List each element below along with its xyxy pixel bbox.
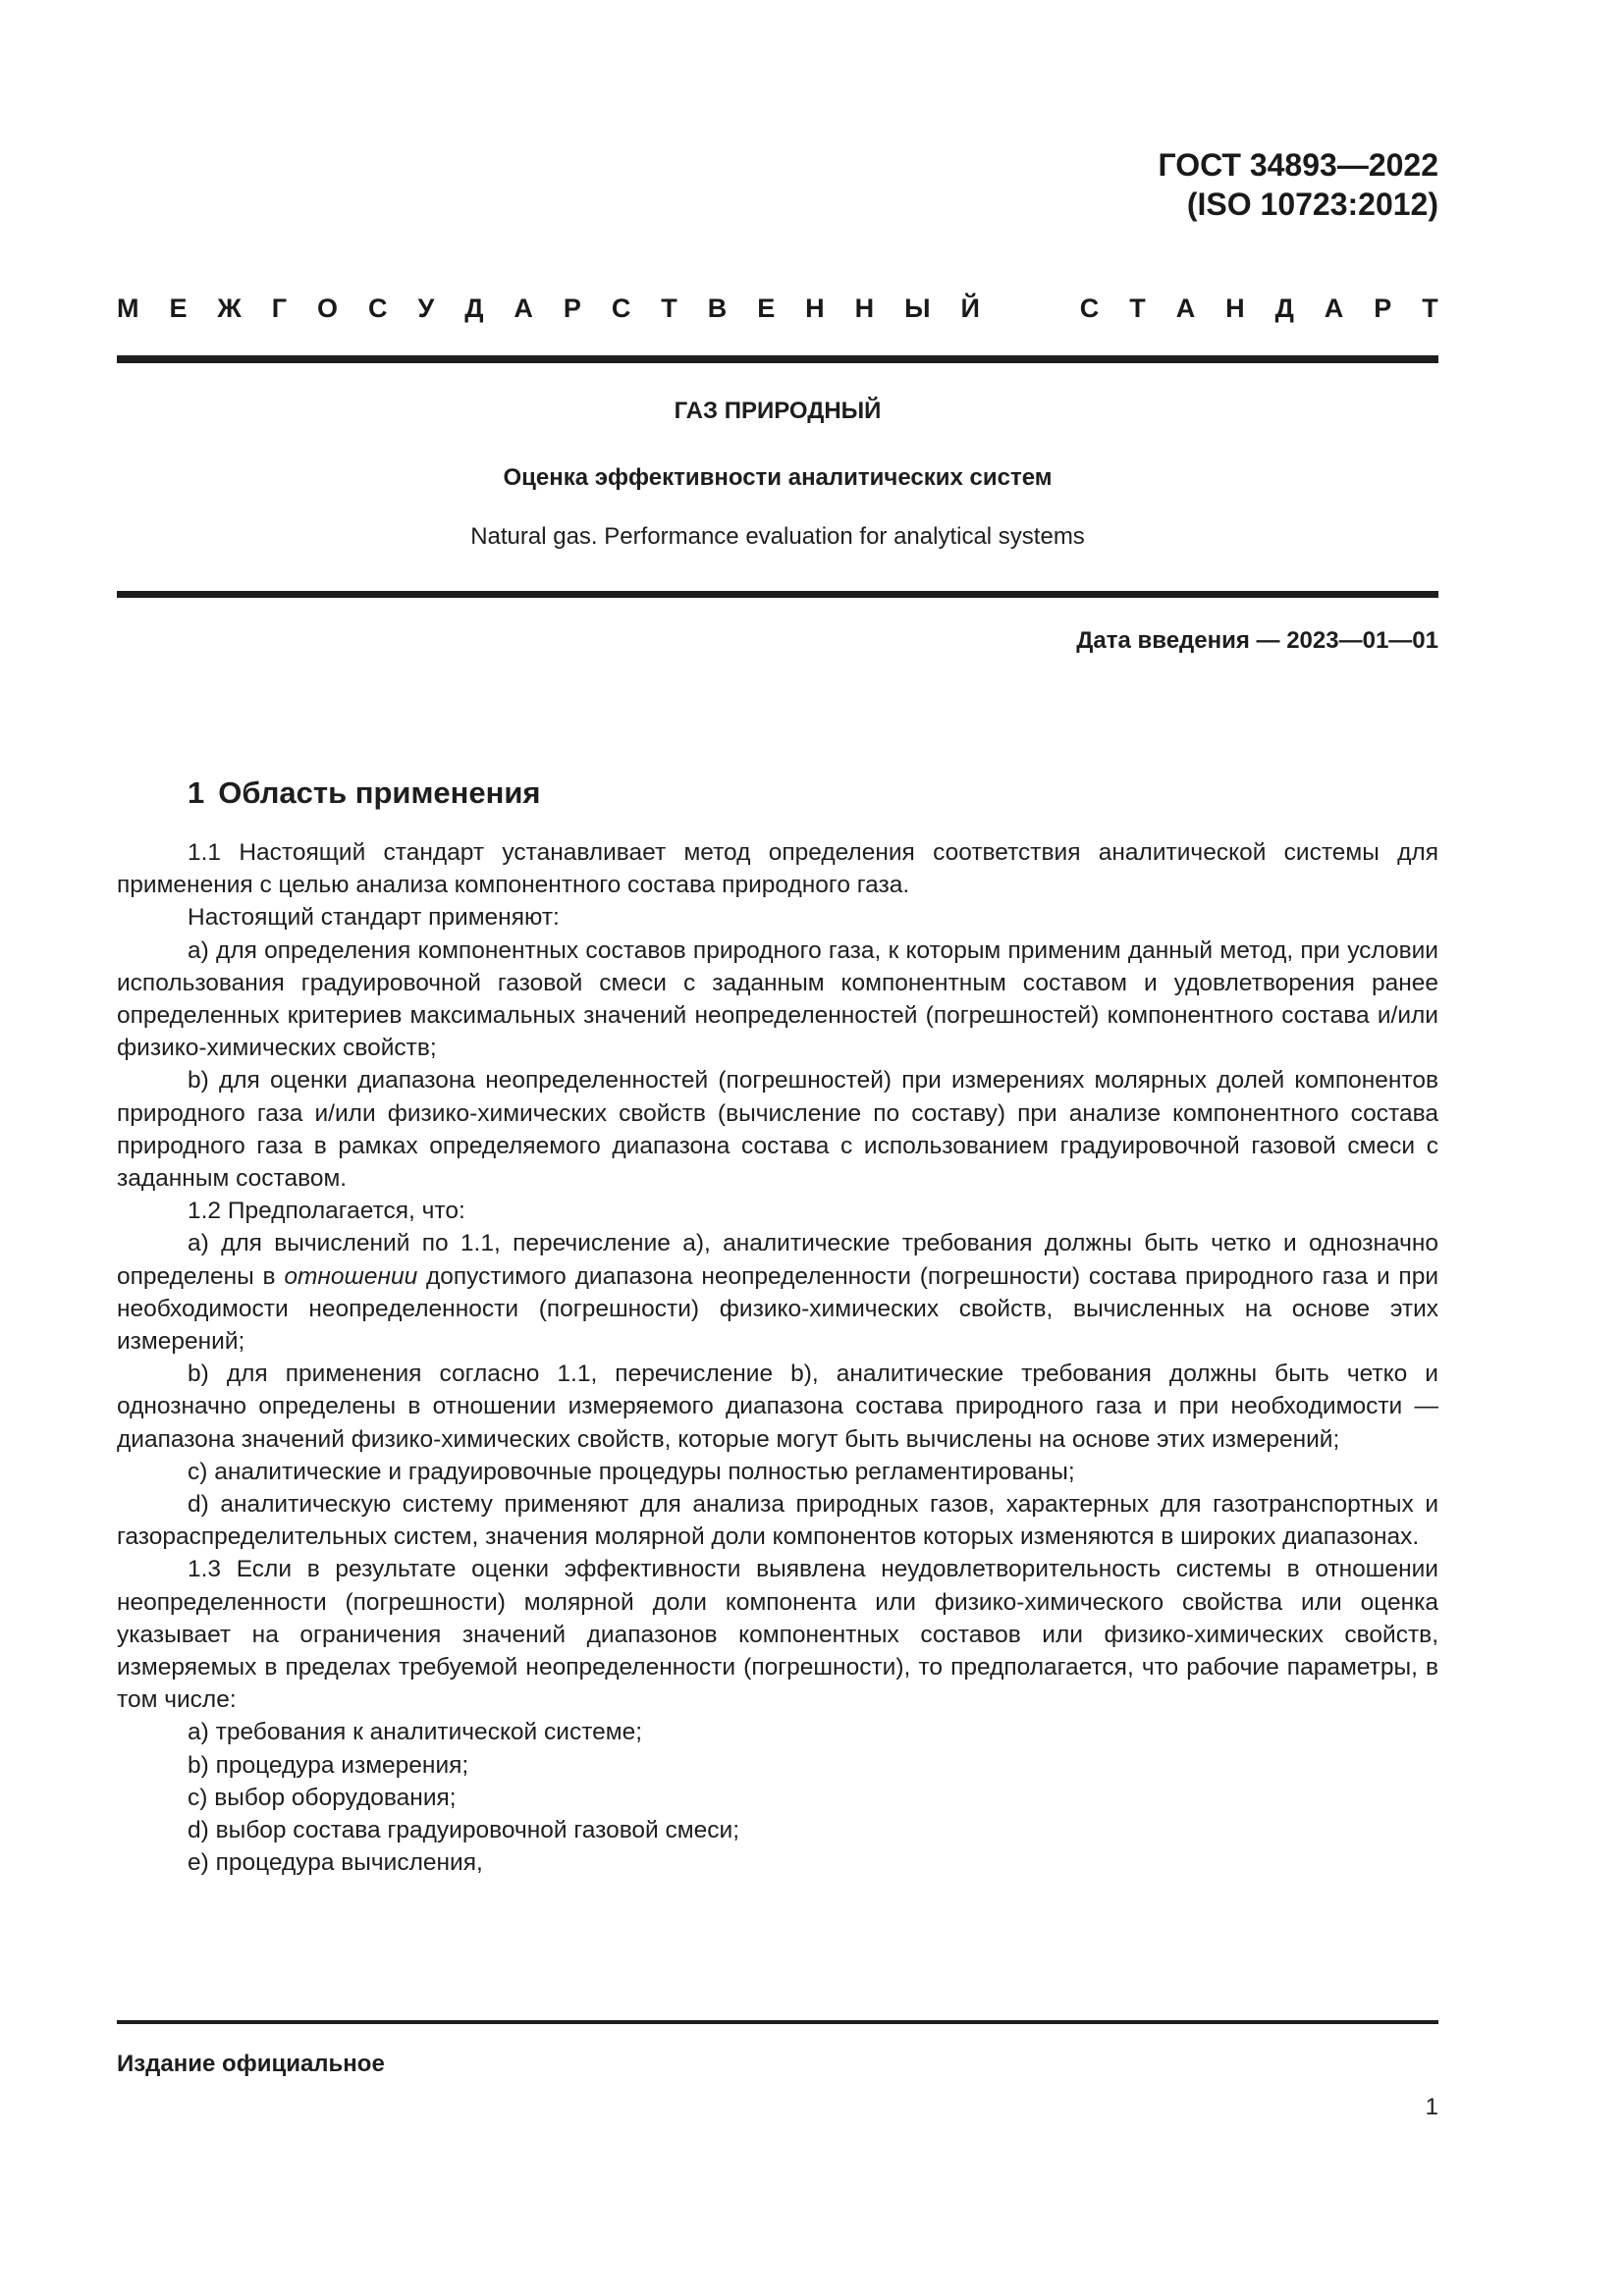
document-title-english: Natural gas. Performance evaluation for analytical systems xyxy=(470,523,1085,550)
paragraph: c) аналитические и градуировочные процедуры полностью регламентированы; xyxy=(188,1458,1075,1485)
standard-type-word1-letter: Т xyxy=(661,294,677,323)
standard-type-word1-letter: Н xyxy=(854,294,875,323)
standard-type-word1-letter: Н xyxy=(805,294,825,323)
paragraph xyxy=(117,1227,1438,1358)
word-gap xyxy=(1010,289,1050,328)
paragraph-text: допустимого диапазона неопределенности (погрешности) состава природного газа и при необходимости неопределенности (погрешности) физико-химических свойств, вычисленных на основе этих измерений; xyxy=(117,1262,1438,1356)
standard-type-word1-letter: Д xyxy=(464,294,484,323)
gost-number: ГОСТ 34893—2022 xyxy=(1158,147,1438,183)
title-rule xyxy=(117,591,1438,598)
body-text xyxy=(117,836,1438,1880)
standard-type-word1-letter: Г xyxy=(271,294,288,323)
paragraph: b) для оценки диапазона неопределенностей (погрешностей) при измерениях молярных долей компонентов природного газа и/или физико-химических свойств (вычисление по составу) при анализе компонентного состава природного газа в рамках определяемого диапазона состава с использованием градуировочной газовой смеси с заданным составом. xyxy=(117,1067,1438,1193)
paragraph: Настоящий стандарт применяют: xyxy=(188,904,560,932)
paragraph-text: a) для вычислений по 1.1, перечисление a), аналитические требования должны быть четко и однозначно определены в xyxy=(117,1230,1438,1290)
list-item: a) требования к аналитической системе; xyxy=(188,1719,643,1746)
standard-type-word1-letter: С xyxy=(611,294,631,323)
page-number: 1 xyxy=(1425,2094,1438,2120)
standard-type-word1-letter: Ы xyxy=(904,294,931,323)
standard-type-word1-letter: Е xyxy=(169,294,188,323)
standard-type-word2-letter: Д xyxy=(1274,294,1294,323)
paragraph: a) для определения компонентных составов природного газа, к которым применим данный метод, при условии использования градуировочной газовой смеси с заданным компонентным составом и удовлетворения ранее определенных критериев максимальных значений неопределенностей (погрешностей) компонентного состава и/или физико-химических свойств; xyxy=(117,936,1438,1062)
introduction-date: Дата введения — 2023—01—01 xyxy=(1076,627,1438,654)
standard-type-line xyxy=(117,289,1438,328)
standard-type-word1-letter: Ж xyxy=(217,294,242,323)
standard-type-word1-letter: Е xyxy=(757,294,776,323)
gost-designation xyxy=(1158,145,1438,224)
edition-label: Издание официальное xyxy=(117,2051,385,2077)
standard-type-word1-letter: У xyxy=(417,294,435,323)
paragraph: 1.2 Предполагается, что: xyxy=(188,1198,465,1225)
standard-type-word2-letter: Н xyxy=(1225,294,1245,323)
italic-word: отношении xyxy=(284,1262,418,1290)
list-item: d) выбор состава градуировочной газовой смеси; xyxy=(188,1817,740,1844)
iso-number: (ISO 10723:2012) xyxy=(1186,187,1438,222)
standard-type-word1-letter: В xyxy=(707,294,728,323)
standard-type-word1-letter: Р xyxy=(563,294,581,323)
document-title: ГАЗ ПРИРОДНЫЙ xyxy=(674,398,882,424)
standard-type-word2-letter: С xyxy=(1079,294,1100,323)
section-number: 1 xyxy=(188,775,205,810)
paragraph: d) аналитическую систему применяют для анализа природных газов, характерных для газотранспортных и газораспределительных систем, значения молярной доли компонентов которых изменяются в широких диапазонах. xyxy=(117,1491,1438,1551)
paragraph: b) для применения согласно 1.1, перечисление b), аналитические требования должны быть четко и однозначно определены в отношении измеряемого диапазона состава природного газа и при необходимости — диапазона значений физико-химических свойств, которые могут быть вычислены на основе этих измерений; xyxy=(117,1361,1438,1453)
section-title: Область применения xyxy=(218,775,541,810)
standard-type-word1-letter: С xyxy=(368,294,388,323)
standard-type-word2-letter: Т xyxy=(1129,294,1146,323)
footer-rule xyxy=(117,2020,1438,2024)
list-item: c) выбор оборудования; xyxy=(188,1784,457,1811)
standard-type-word1-letter: А xyxy=(514,294,533,323)
list-item: b) процедура измерения; xyxy=(188,1751,469,1779)
standard-type-word2-letter: А xyxy=(1324,294,1344,323)
standard-type-word1-letter: Й xyxy=(960,294,980,323)
standard-type-word1-letter: О xyxy=(317,294,339,323)
document-subtitle: Оценка эффективности аналитических систем xyxy=(503,464,1053,491)
standard-type-word2-letter: А xyxy=(1175,294,1196,323)
paragraph: 1.1 Настоящий стандарт устанавливает метод определения соответствия аналитической системы для применения с целью анализа компонентного состава природного газа. xyxy=(117,839,1438,899)
header-rule xyxy=(117,355,1438,363)
list-item: e) процедура вычисления, xyxy=(188,1849,483,1877)
standard-type-word1-letter: М xyxy=(117,294,139,323)
section-heading xyxy=(188,774,541,813)
standard-type-word2-letter: Р xyxy=(1374,294,1392,323)
paragraph: 1.3 Если в результате оценки эффективности выявлена неудовлетворительность системы в отношении неопределенности (погрешности) молярной доли компонента или физико-химического свойства или оценка указывает на ограничения значений диапазонов компонентных составов или физико-химических свойств, измеряемых в пределах требуемой неопределенности (погрешности), то предполагается, что рабочие параметры, в том числе: xyxy=(117,1556,1438,1714)
standard-type-word2-letter: Т xyxy=(1422,294,1438,323)
document-page xyxy=(117,0,1438,2296)
